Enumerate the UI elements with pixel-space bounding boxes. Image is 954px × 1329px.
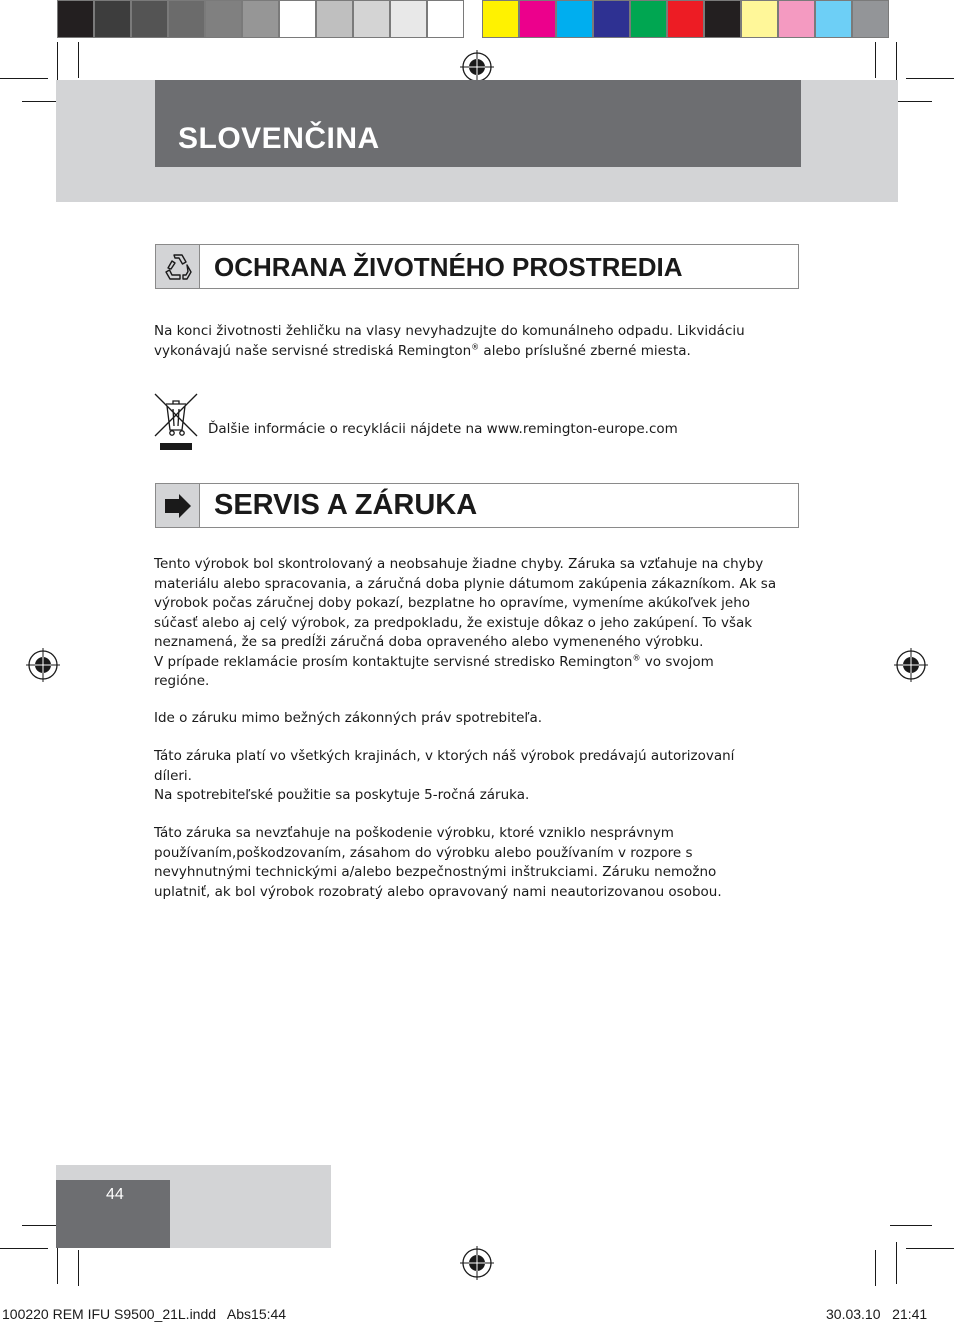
- crop-mark: [0, 1248, 48, 1249]
- color-swatch: [741, 0, 778, 38]
- color-swatch: [667, 0, 704, 38]
- crop-mark: [890, 1225, 932, 1226]
- color-swatch: [704, 0, 741, 38]
- page-number: 44: [106, 1186, 124, 1203]
- registration-mark-icon: [894, 648, 928, 682]
- crossed-bin-icon: [154, 392, 198, 452]
- crop-mark: [906, 78, 954, 79]
- slug-date-info: 30.03.10 21:41: [826, 1306, 928, 1322]
- section-header-environment: [155, 244, 799, 289]
- text-line: Ide o záruku mimo bežných zákonných práv spotrebiteľa.: [154, 710, 543, 726]
- registered-mark: ®: [471, 342, 480, 351]
- text-line: Na konci životnosti žehličku na vlasy nevyhadzujte do komunálneho odpadu. Likvidáciu: [154, 323, 745, 339]
- crop-mark: [0, 78, 48, 79]
- crop-mark: [78, 1250, 79, 1286]
- gray-swatch: [131, 0, 168, 38]
- gray-swatch: [242, 0, 279, 38]
- color-calibration-bar: [482, 0, 889, 38]
- crop-mark: [78, 42, 79, 78]
- text-line: výrobok počas záručnej doby pokazí, bezplatne ho opravíme, vymeníme akúkoľvek jeho: [154, 595, 751, 611]
- crop-mark: [906, 1248, 954, 1249]
- text-line: Na spotrebiteľské použitie sa poskytuje 5-ročná záruka.: [154, 787, 530, 803]
- page-title: SLOVENČINA: [178, 122, 380, 155]
- gray-swatch: [316, 0, 353, 38]
- gray-swatch: [94, 0, 131, 38]
- gray-swatch: [168, 0, 205, 38]
- warranty-paragraph-1: [154, 555, 784, 692]
- color-swatch: [852, 0, 889, 38]
- text-line: Tento výrobok bol skontrolovaný a neobsahuje žiadne chyby. Záruka sa vzťahuje na chyby: [154, 556, 764, 572]
- text-line: neznamená, že sa predĺži záručná doba opraveného alebo vymeneného výrobku.: [154, 634, 704, 650]
- color-swatch: [630, 0, 667, 38]
- arrow-right-icon: [156, 484, 200, 527]
- text-line: [154, 653, 784, 673]
- text-line: súčasť alebo aj celý výrobok, za predpokladu, že existuje dôkaz o jeho zakúpení. To však: [154, 614, 753, 631]
- section-header-service: [155, 483, 799, 528]
- text-line: materiálu alebo spracovania, a záručná doba plynie dátumom zakúpenia zákazníkom. Ak sa: [154, 575, 777, 592]
- environment-paragraph: [154, 322, 784, 361]
- text-line: nevyhnutnými technickými a/alebo bezpečnostnými inštrukciami. Záruku nemožno: [154, 864, 717, 880]
- gray-swatch: [427, 0, 464, 38]
- crop-mark: [896, 42, 897, 84]
- crop-mark: [875, 1250, 876, 1286]
- crop-mark: [896, 1242, 897, 1284]
- crop-mark: [875, 42, 876, 78]
- gray-swatch: [279, 0, 316, 38]
- registration-mark-icon: [26, 648, 60, 682]
- text-line: regióne.: [154, 673, 210, 689]
- section-title-service: SERVIS A ZÁRUKA: [214, 489, 478, 521]
- color-swatch: [556, 0, 593, 38]
- crop-mark: [57, 42, 58, 84]
- text-span: V prípade reklamácie prosím kontaktujte servisné stredisko Remington: [154, 653, 633, 670]
- gray-swatch: [57, 0, 94, 38]
- text-line: používaním,poškodzovaním, zásahom do výrobku alebo používaním v rozpore s: [154, 844, 693, 861]
- registered-mark: ®: [632, 653, 641, 662]
- text-line: [154, 342, 784, 362]
- color-swatch: [815, 0, 852, 38]
- text-line: Táto záruka platí vo všetkých krajinách, v ktorých náš výrobok predávajú autorizovaní: [154, 748, 735, 764]
- color-swatch: [778, 0, 815, 38]
- slug-file-info: 100220 REM IFU S9500_21L.indd Abs15:44: [2, 1306, 287, 1322]
- warranty-paragraph-4: [154, 824, 784, 902]
- recycle-icon: [156, 245, 200, 288]
- text-span: vykonávajú naše servisné strediská Remington: [154, 342, 472, 359]
- gray-swatch: [205, 0, 242, 38]
- text-span: vo svojom: [640, 653, 714, 670]
- gray-swatch: [353, 0, 390, 38]
- text-line: uplatniť, ak bol výrobok rozobratý alebo opravovaný nami neautorizovanou osobou.: [154, 883, 722, 900]
- recycling-info-text: Ďalšie informácie o recyklácii nájdete na www.remington-europe.com: [208, 421, 678, 437]
- registration-mark-icon: [460, 1246, 494, 1280]
- text-span: alebo príslušné zberné miesta.: [479, 342, 691, 359]
- color-swatch: [482, 0, 519, 38]
- warranty-paragraph-3: [154, 747, 784, 806]
- text-line: díleri.: [154, 767, 192, 784]
- warranty-paragraph-2: [154, 709, 784, 729]
- registration-mark-icon: [460, 50, 494, 84]
- color-swatch: [519, 0, 556, 38]
- color-swatch: [593, 0, 630, 38]
- crop-mark: [57, 1242, 58, 1284]
- gray-calibration-bar: [57, 0, 464, 38]
- gray-swatch: [390, 0, 427, 38]
- text-line: Táto záruka sa nevzťahuje na poškodenie výrobku, ktoré vzniklo nesprávnym: [154, 825, 674, 841]
- section-title-environment: OCHRANA ŽIVOTNÉHO PROSTREDIA: [214, 252, 683, 282]
